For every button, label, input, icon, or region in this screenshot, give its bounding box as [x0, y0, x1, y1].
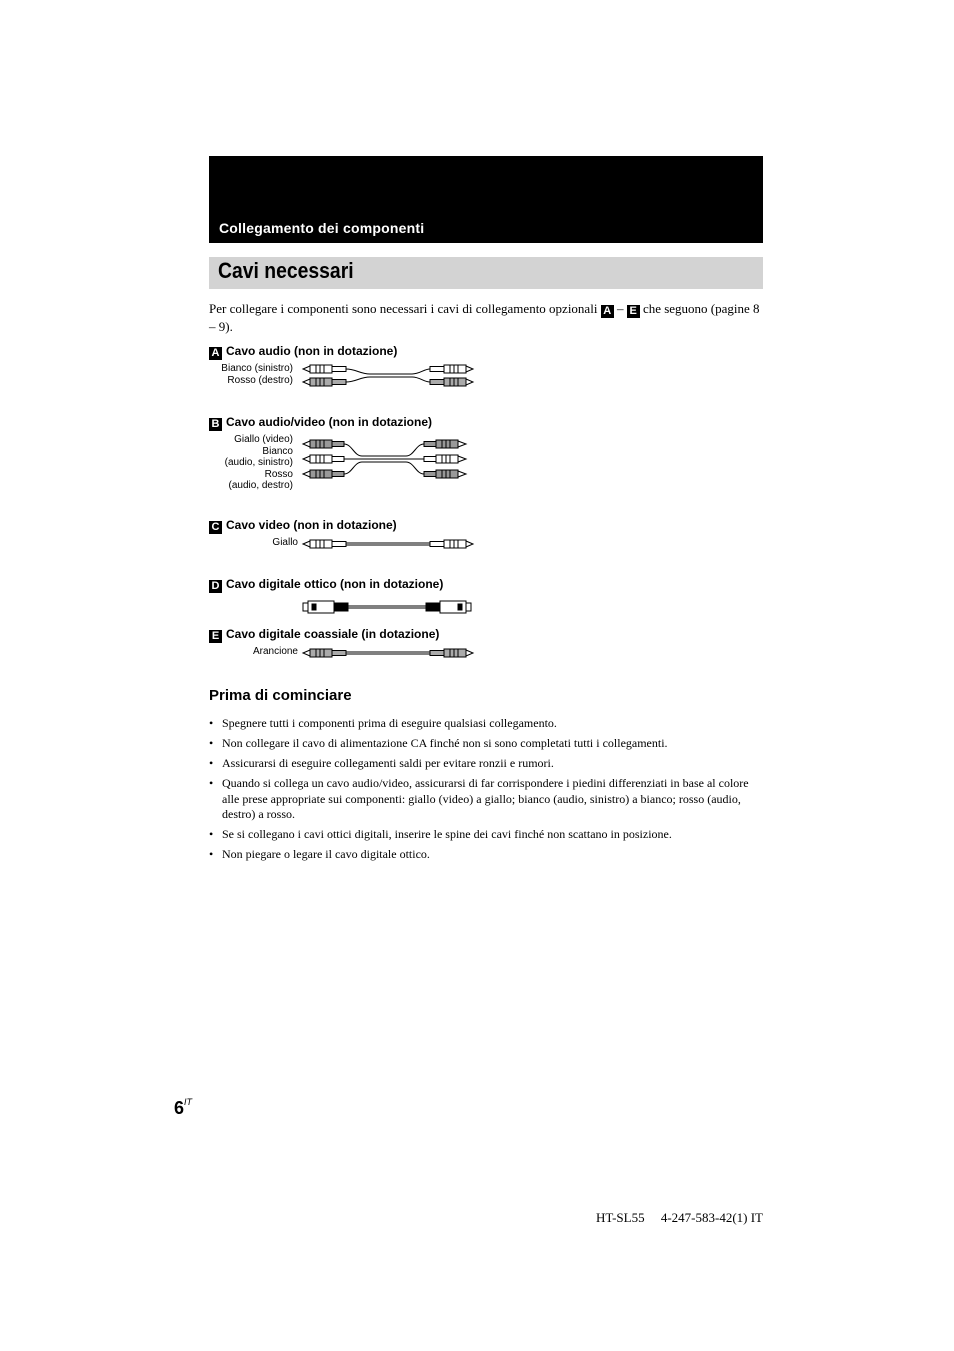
- footer-model: HT-SL55: [595, 1210, 645, 1225]
- page-title-bar: [209, 257, 763, 289]
- cable-b-heading: B Cavo audio/video (non in dotazione): [209, 415, 432, 431]
- letter-badge-b: B: [209, 418, 222, 431]
- cable-a-block: [209, 344, 397, 360]
- page-number: $6^{IT}$: [174, 1097, 193, 1118]
- list-item: • Non piegare o legare il cavo digitale ottico.: [209, 847, 763, 863]
- letter-badge-e: E: [627, 305, 640, 318]
- letter-badge-a: A: [209, 347, 222, 360]
- footer-part-number: 4-247-583-42(1) IT: [660, 1210, 763, 1225]
- cable-d-illustration: [300, 598, 476, 616]
- before-start-heading: Prima di cominciare: [209, 687, 352, 704]
- cable-d-block: [209, 577, 443, 593]
- list-item: • Se si collegano i cavi ottici digitali, inserire le spine dei cavi finché non scattano in posizione.: [209, 827, 763, 843]
- cable-c-illustration: [300, 535, 476, 553]
- cable-c-heading: C Cavo video (non in dotazione): [209, 518, 397, 534]
- cable-d-heading: D Cavo digitale ottico (non in dotazione): [209, 577, 443, 593]
- cable-e-illustration: [300, 644, 476, 662]
- cable-a-heading: A Cavo audio (non in dotazione): [209, 344, 397, 360]
- list-item: • Quando si collega un cavo audio/video, assicurarsi di far corrispondere i piedini differenziati in base al colore alle prese appropriate sui componenti: giallo (video) a giallo; bianco (audio, sinistro) a bianco; rosso (audio, destro) a rosso.: [209, 776, 763, 823]
- section-header-band: [209, 156, 763, 243]
- list-item: • Spegnere tutti i componenti prima di eseguire qualsiasi collegamento.: [209, 716, 763, 732]
- footer-code: [596, 1210, 763, 1226]
- cable-e-heading: E Cavo digitale coassiale (in dotazione): [209, 627, 439, 643]
- intro-paragraph: Per collegare i componenti sono necessari i cavi di collegamento opzionali A – E che seguono (pagine 8 – 9).: [209, 301, 760, 334]
- cable-c-labels: Giallo: [272, 537, 298, 548]
- letter-badge-a: A: [601, 305, 614, 318]
- cable-b-illustration: [300, 434, 476, 484]
- cable-a-illustration: [300, 362, 476, 390]
- cable-b-labels: Giallo (video) Bianco (audio, sinistro) Rosso (audio, destro): [224, 434, 293, 491]
- letter-badge-e: E: [209, 630, 222, 643]
- cable-e-block: [209, 627, 439, 643]
- list-item: • Assicurarsi di eseguire collegamenti saldi per evitare ronzii e rumori.: [209, 756, 763, 772]
- cable-b-block: [209, 415, 432, 431]
- list-item: • Non collegare il cavo di alimentazione CA finché non si sono completati tutti i collegamenti.: [209, 736, 763, 752]
- cable-a-labels: Bianco (sinistro) Rosso (destro): [221, 363, 293, 386]
- before-start-list: [209, 716, 763, 867]
- section-title: Collegamento dei componenti: [219, 220, 425, 236]
- cable-c-block: [209, 518, 397, 534]
- cable-e-labels: Arancione: [252, 646, 298, 657]
- page-number-suffix: IT: [184, 1097, 193, 1107]
- page-title: Cavi necessari: [218, 258, 354, 283]
- letter-badge-c: C: [209, 521, 222, 534]
- letter-badge-d: D: [209, 580, 222, 593]
